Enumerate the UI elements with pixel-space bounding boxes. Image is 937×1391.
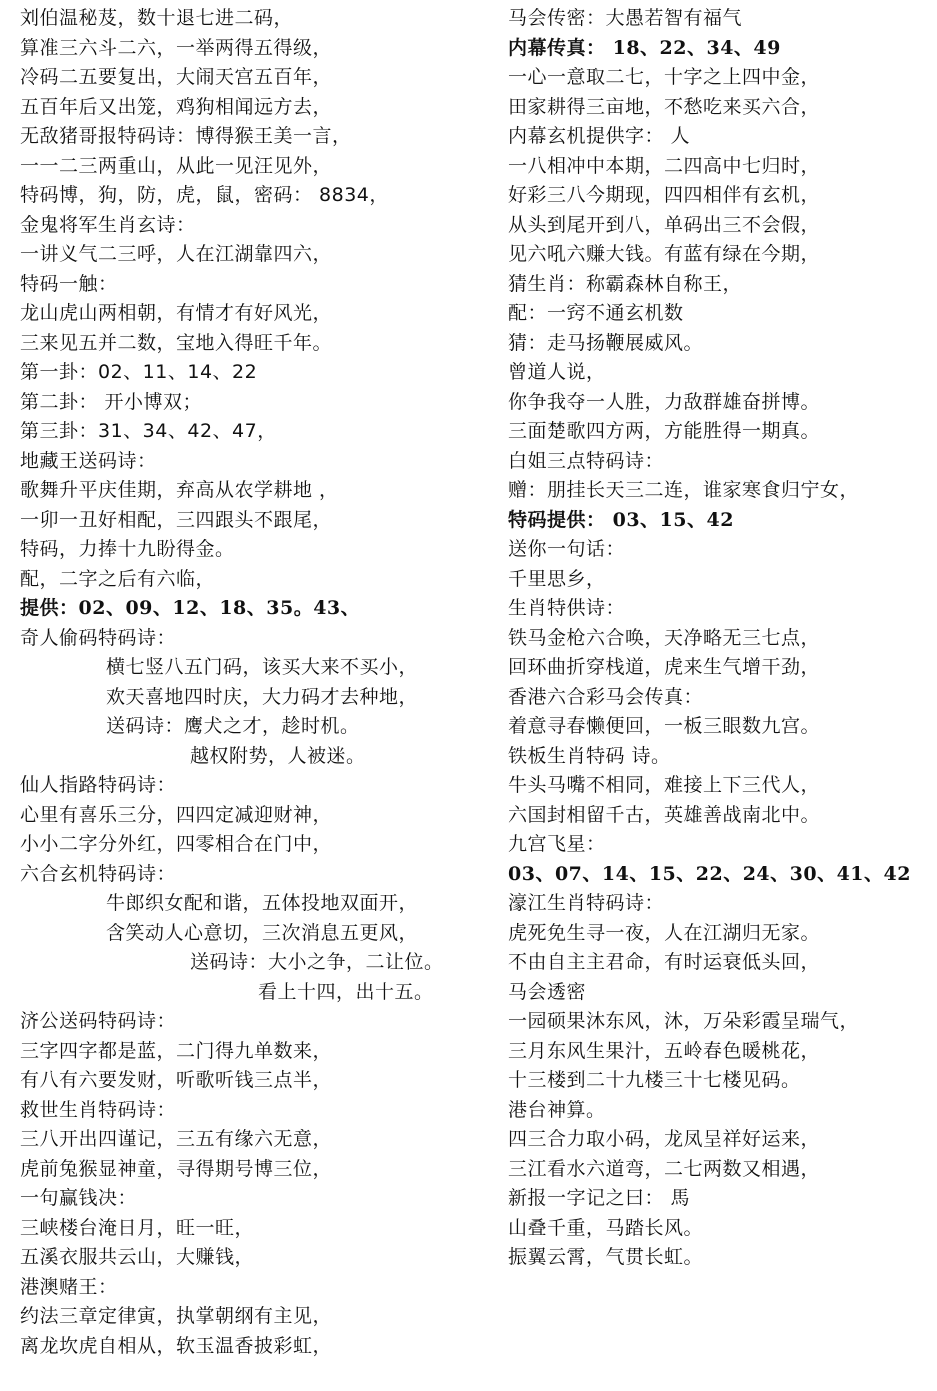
text-line: 猜：走马扬鞭展威风。 <box>508 331 704 354</box>
text-line: 振翼云霄，气贯长虹。 <box>508 1246 704 1268</box>
text-line: 送码诗：鹰犬之才，趁时机。 <box>106 715 360 737</box>
text-line: 猜生肖：称霸森林自称王， <box>508 272 743 295</box>
text-line: 曾道人说， <box>508 361 606 383</box>
text-line: 配，二字之后有六临， <box>20 567 216 590</box>
text-line: 龙山虎山两相朝，有情才有好风光， <box>20 302 333 324</box>
text-line: 三八开出四谨记，三五有缘六无意， <box>20 1128 333 1150</box>
text-line: 马会透密 <box>508 980 587 1003</box>
text-line: 无敌猪哥报特码诗：博得猴王美一言， <box>20 125 352 147</box>
text-line: 你争我夺一人胜，力敌群雄奋拼博。 <box>508 390 821 413</box>
text-line: 三字四字都是蓝，二门得九单数来， <box>20 1039 333 1062</box>
text-line: 好彩三八今期现，四四相伴有玄机， <box>508 184 821 206</box>
left-column <box>20 4 490 1361</box>
text-line: 心里有喜乐三分，四四定减迎财神， <box>20 803 333 826</box>
text-line: 铁马金枪六合唤，天净略无三七点， <box>508 626 821 649</box>
text-line: 一园硕果沐东风，沐，万朵彩霞呈瑞气， <box>508 1010 860 1032</box>
text-line: 田家耕得三亩地，不愁吃来买六合， <box>508 95 821 118</box>
text-line: 牛郎织女配和谐，五体投地双面开， <box>106 892 419 914</box>
text-line: 六国封相留千古，英雄善战南北中。 <box>508 803 821 826</box>
text-line: 虎前兔猴显神童，寻得期号博三位， <box>20 1157 333 1180</box>
text-line: 03、07、14、15、22、24、30、41、42 <box>508 862 911 885</box>
text-line: 一一二三两重山，从此一见汪见外， <box>20 154 333 177</box>
text-line: 白姐三点特码诗： <box>508 449 665 472</box>
text-line: 五百年后又出笼，鸡狗相闻远方去， <box>20 95 333 118</box>
text-line: 一句赢钱决： <box>20 1187 138 1209</box>
text-line: 配：一窍不通玄机数 <box>508 302 684 324</box>
text-line: 内幕玄机提供字： 人 <box>508 125 691 147</box>
text-line: 山叠千重，马踏长风。 <box>508 1216 704 1239</box>
text-line: 港台神算。 <box>508 1098 606 1121</box>
text-line: 第二卦： 开小博双； <box>20 390 203 413</box>
text-line: 提供：02、09、12、18、35。43、 <box>20 597 361 619</box>
text-line: 赠：朋挂长天三二连，谁家寒食归宁女， <box>508 479 860 501</box>
text-line: 看上十四，出十五。 <box>258 980 434 1003</box>
text-line: 横七竖八五门码，该买大来不买小， <box>106 656 419 678</box>
text-line: 济公送码特码诗： <box>20 1010 177 1032</box>
text-line: 仙人指路特码诗： <box>20 774 177 796</box>
text-line: 有八有六要发财，听歌听钱三点半， <box>20 1069 333 1091</box>
text-line: 歌舞升平庆佳期，弃高从农学耕地 ， <box>20 479 339 501</box>
text-line: 不由自主主君命，有时运衰低头回， <box>508 951 821 973</box>
text-line: 冷码二五要复出，大闹天宫五百年， <box>20 66 333 88</box>
text-line: 金鬼将军生肖玄诗： <box>20 213 196 236</box>
text-line: 特码，力捧十九盼得金。 <box>20 538 235 560</box>
text-line: 一讲义气二三呼，人在江湖靠四六， <box>20 243 333 265</box>
text-line: 一心一意取二七，十字之上四中金， <box>508 66 821 88</box>
text-line: 牛头马嘴不相同，难接上下三代人， <box>508 774 821 796</box>
text-line: 十三楼到二十九楼三十七楼见码。 <box>508 1069 801 1091</box>
text-line: 特码一触： <box>20 272 118 295</box>
text-line: 回环曲折穿栈道，虎来生气增干劲， <box>508 656 821 678</box>
text-line: 濠江生肖特码诗： <box>508 892 665 914</box>
text-line: 刘伯温秘芨，数十退七进二码， <box>20 7 294 29</box>
text-line: 救世生肖特码诗： <box>20 1098 177 1121</box>
text-line: 离龙坎虎自相从，软玉温香披彩虹， <box>20 1334 333 1357</box>
right-column <box>508 4 933 1273</box>
text-line: 从头到尾开到八，单码出三不会假， <box>508 213 821 236</box>
text-line: 送你一句话： <box>508 538 626 560</box>
text-line: 一八相冲中本期，二四高中七归时， <box>508 154 821 177</box>
text-line: 三面楚歌四方两，方能胜得一期真。 <box>508 420 821 442</box>
text-line: 小小二字分外红，四零相合在门中， <box>20 833 333 855</box>
text-line: 九宫飞星： <box>508 833 606 855</box>
text-line: 铁板生肖特码 诗。 <box>508 744 671 767</box>
text-line: 着意寻春懒便回，一板三眼数九宫。 <box>508 715 821 737</box>
text-line: 算准三六斗二六，一举两得五得级， <box>20 36 333 59</box>
text-line: 三月东风生果汁，五岭春色暖桃花， <box>508 1039 821 1062</box>
text-line: 四三合力取小码，龙凤呈祥好运来， <box>508 1128 821 1150</box>
text-line: 含笑动人心意切，三次消息五更风， <box>106 921 419 944</box>
text-line: 香港六合彩马会传真： <box>508 685 704 708</box>
text-line: 三来见五并二数，宝地入得旺千年。 <box>20 331 333 354</box>
text-line: 虎死免生寻一夜，人在江湖归无家。 <box>508 921 821 944</box>
text-line: 第三卦：31、34、42、47， <box>20 420 277 442</box>
text-line: 特码博，狗，防，虎，鼠，密码： 8834， <box>20 184 389 206</box>
text-line: 新报一字记之曰： 馬 <box>508 1187 691 1209</box>
text-line: 地藏王送码诗： <box>20 449 157 472</box>
text-line: 一卯一丑好相配，三四跟头不跟尾， <box>20 508 333 531</box>
text-line: 见六吼六赚大钱。有蓝有绿在今期， <box>508 243 821 265</box>
text-line: 港澳赌王： <box>20 1275 118 1298</box>
text-line: 约法三章定律寅，执掌朝纲有主见， <box>20 1305 333 1327</box>
text-line: 内幕传真： 18、22、34、49 <box>508 36 781 59</box>
text-line: 马会传密：大愚若智有福气 <box>508 7 743 29</box>
text-line: 欢天喜地四时庆，大力码才去种地， <box>106 685 419 708</box>
text-line: 越权附势，人被迷。 <box>190 744 366 767</box>
text-line: 送码诗：大小之争，二让位。 <box>190 951 444 973</box>
text-line: 生肖特供诗： <box>508 597 626 619</box>
text-line: 三江看水六道弯，二七两数又相遇， <box>508 1157 821 1180</box>
text-line: 三峡楼台淹日月，旺一旺， <box>20 1216 255 1239</box>
text-line: 千里思乡， <box>508 567 606 590</box>
text-line: 第一卦：02、11、14、22 <box>20 361 258 383</box>
text-line: 奇人偷码特码诗： <box>20 626 177 649</box>
text-line: 特码提供： 03、15、42 <box>508 508 734 531</box>
text-line: 六合玄机特码诗： <box>20 862 177 885</box>
text-line: 五溪衣服共云山，大赚钱， <box>20 1246 255 1268</box>
